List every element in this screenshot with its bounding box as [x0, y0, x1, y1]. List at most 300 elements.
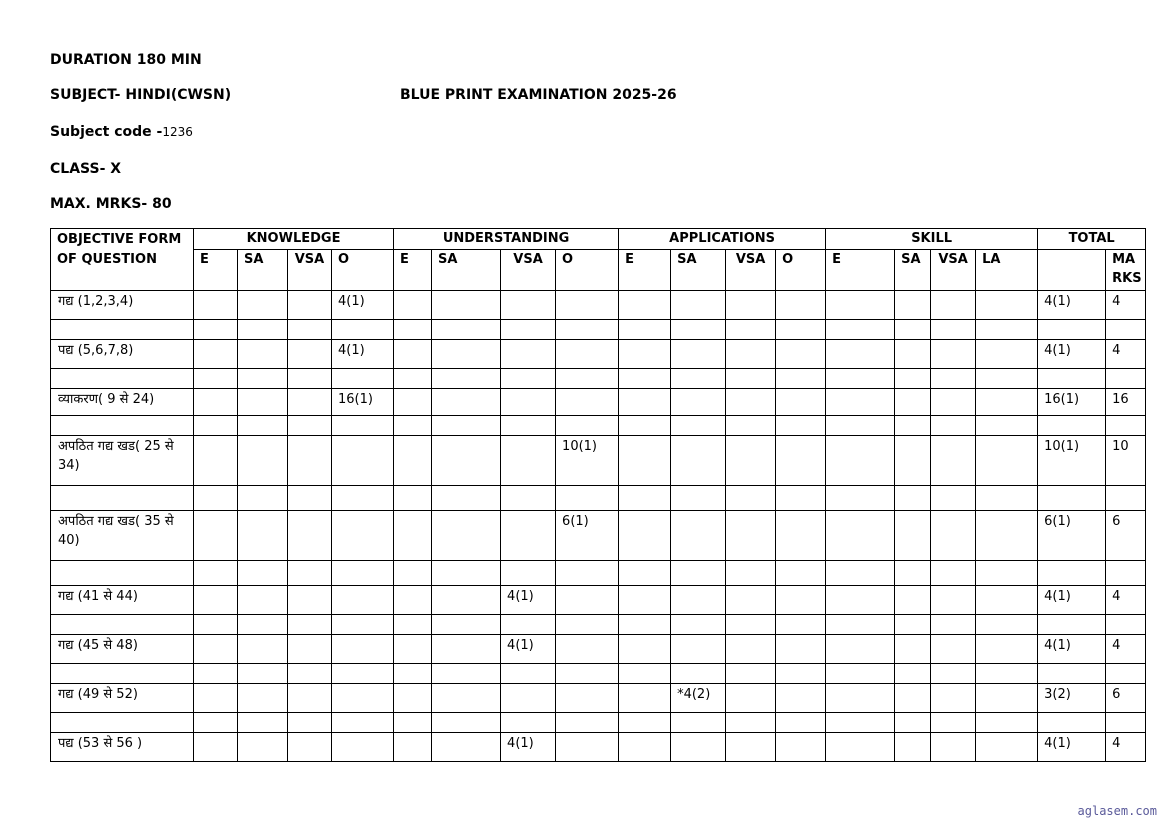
table-cell	[776, 416, 826, 436]
table-cell	[1038, 416, 1106, 436]
table-cell	[501, 416, 556, 436]
table-cell	[501, 561, 556, 586]
table-cell	[194, 340, 238, 369]
table-cell	[976, 615, 1038, 635]
table-row	[51, 436, 1146, 486]
table-cell	[726, 635, 776, 664]
table-cell	[288, 389, 332, 416]
subheader: E	[826, 250, 895, 291]
table-cell	[556, 320, 619, 340]
table-cell	[776, 713, 826, 733]
question-label	[51, 713, 194, 733]
table-cell	[194, 320, 238, 340]
table-cell: 10(1)	[1038, 436, 1106, 486]
table-cell	[826, 389, 895, 416]
table-cell	[501, 615, 556, 635]
table-cell	[1038, 320, 1106, 340]
table-cell	[394, 340, 432, 369]
table-cell	[432, 511, 501, 561]
table-cell	[619, 369, 671, 389]
table-cell	[394, 486, 432, 511]
table-cell	[238, 561, 288, 586]
table-cell	[895, 486, 931, 511]
table-cell	[556, 291, 619, 320]
table-cell	[671, 635, 726, 664]
table-cell	[931, 291, 976, 320]
question-label: पद्य (5,6,7,8)	[51, 340, 194, 369]
table-cell	[332, 586, 394, 615]
table-cell	[671, 436, 726, 486]
table-cell	[288, 664, 332, 684]
group-skill: SKILL	[826, 229, 1038, 250]
table-cell	[776, 635, 826, 664]
table-cell	[394, 369, 432, 389]
table-cell	[976, 436, 1038, 486]
question-label	[51, 369, 194, 389]
table-cell	[619, 389, 671, 416]
exam-title: BLUE PRINT EXAMINATION 2025-26	[400, 87, 677, 103]
table-cell	[1038, 615, 1106, 635]
table-cell	[671, 511, 726, 561]
table-cell	[288, 486, 332, 511]
table-cell	[501, 389, 556, 416]
table-cell	[826, 369, 895, 389]
table-cell	[976, 416, 1038, 436]
table-cell	[776, 369, 826, 389]
table-cell	[194, 664, 238, 684]
table-cell	[288, 436, 332, 486]
table-cell	[895, 664, 931, 684]
table-cell	[194, 369, 238, 389]
table-cell	[238, 511, 288, 561]
table-cell	[1106, 486, 1146, 511]
table-cell	[776, 561, 826, 586]
table-cell	[895, 389, 931, 416]
table-cell	[394, 733, 432, 762]
table-cell	[931, 586, 976, 615]
table-cell	[1106, 416, 1146, 436]
table-cell	[776, 436, 826, 486]
table-cell	[776, 389, 826, 416]
subheader: VSA	[501, 250, 556, 291]
table-cell	[288, 733, 332, 762]
table-cell	[394, 684, 432, 713]
table-cell	[726, 684, 776, 713]
table-cell	[238, 615, 288, 635]
table-cell	[1038, 561, 1106, 586]
table-cell: 16(1)	[332, 389, 394, 416]
table-cell	[194, 416, 238, 436]
table-cell	[194, 291, 238, 320]
table-cell	[238, 586, 288, 615]
table-cell	[332, 615, 394, 635]
table-cell	[895, 416, 931, 436]
group-total: TOTAL	[1038, 229, 1146, 250]
table-cell	[826, 486, 895, 511]
table-cell: 4(1)	[332, 340, 394, 369]
table-cell	[194, 486, 238, 511]
table-cell	[826, 416, 895, 436]
question-label: गद्य (49 से 52)	[51, 684, 194, 713]
question-label: गद्य (41 से 44)	[51, 586, 194, 615]
table-cell: 4	[1106, 340, 1146, 369]
table-cell: 4(1)	[1038, 340, 1106, 369]
table-cell	[931, 416, 976, 436]
table-cell	[238, 733, 288, 762]
table-cell	[776, 340, 826, 369]
table-cell	[976, 561, 1038, 586]
table-cell	[1038, 486, 1106, 511]
table-row	[51, 369, 1146, 389]
table-cell	[1106, 664, 1146, 684]
question-label: गद्य (1,2,3,4)	[51, 291, 194, 320]
table-cell	[194, 389, 238, 416]
question-label	[51, 561, 194, 586]
table-cell	[931, 713, 976, 733]
duration: DURATION 180 MIN	[50, 52, 202, 68]
table-cell	[726, 320, 776, 340]
table-cell: 4	[1106, 635, 1146, 664]
table-cell	[895, 436, 931, 486]
table-cell	[619, 586, 671, 615]
table-cell	[394, 586, 432, 615]
table-cell	[619, 511, 671, 561]
table-cell	[619, 684, 671, 713]
max-marks: MAX. MRKS- 80	[50, 196, 172, 212]
table-cell	[826, 733, 895, 762]
table-cell	[432, 586, 501, 615]
table-cell	[976, 340, 1038, 369]
table-cell	[976, 291, 1038, 320]
table-cell	[826, 615, 895, 635]
table-cell	[726, 511, 776, 561]
table-cell	[1038, 664, 1106, 684]
table-cell: 4(1)	[501, 586, 556, 615]
table-cell	[288, 369, 332, 389]
table-cell	[238, 635, 288, 664]
table-cell	[931, 733, 976, 762]
table-cell	[288, 416, 332, 436]
table-cell: 4(1)	[332, 291, 394, 320]
table-cell	[976, 664, 1038, 684]
table-cell	[501, 320, 556, 340]
table-cell	[895, 733, 931, 762]
subheader: VSA	[931, 250, 976, 291]
subject-code-value: 1236	[162, 125, 193, 139]
table-cell: 10(1)	[556, 436, 619, 486]
table-cell	[826, 561, 895, 586]
subject-code	[50, 124, 193, 140]
subject-code-label: Subject code -	[50, 124, 163, 140]
subheader	[1038, 250, 1106, 291]
table-cell	[671, 586, 726, 615]
table-cell	[194, 713, 238, 733]
table-cell	[895, 340, 931, 369]
table-cell	[432, 664, 501, 684]
table-cell	[976, 486, 1038, 511]
table-cell	[556, 684, 619, 713]
table-cell	[1038, 369, 1106, 389]
table-cell	[394, 713, 432, 733]
table-cell	[726, 436, 776, 486]
subheader: O	[556, 250, 619, 291]
table-cell	[238, 291, 288, 320]
table-cell	[671, 389, 726, 416]
group-applications: APPLICATIONS	[619, 229, 826, 250]
table-cell	[776, 291, 826, 320]
table-cell	[394, 436, 432, 486]
table-cell	[194, 684, 238, 713]
table-cell	[976, 713, 1038, 733]
table-cell	[976, 369, 1038, 389]
table-cell	[976, 684, 1038, 713]
table-cell	[895, 635, 931, 664]
table-cell	[501, 291, 556, 320]
table-cell	[432, 684, 501, 713]
question-label: अपठित गद्य खड( 35 से 40)	[51, 511, 194, 561]
table-cell	[332, 664, 394, 684]
table-cell	[826, 340, 895, 369]
table-row	[51, 416, 1146, 436]
table-cell	[1106, 320, 1146, 340]
table-cell	[432, 320, 501, 340]
table-cell	[238, 320, 288, 340]
table-cell	[895, 511, 931, 561]
table-cell	[726, 586, 776, 615]
question-label: व्याकरण( 9 से 24)	[51, 389, 194, 416]
table-cell	[288, 320, 332, 340]
table-cell	[332, 416, 394, 436]
table-cell	[826, 664, 895, 684]
subheader: LA	[976, 250, 1038, 291]
table-cell	[726, 486, 776, 511]
table-cell	[776, 733, 826, 762]
table-cell	[394, 416, 432, 436]
table-cell: 6	[1106, 511, 1146, 561]
table-cell	[394, 291, 432, 320]
class: CLASS- X	[50, 161, 122, 177]
table-cell	[671, 369, 726, 389]
subheader: SA	[238, 250, 288, 291]
table-cell	[556, 733, 619, 762]
table-cell	[726, 340, 776, 369]
table-cell	[432, 615, 501, 635]
subheader: MA RKS	[1106, 250, 1146, 291]
table-cell	[976, 733, 1038, 762]
table-cell: 10	[1106, 436, 1146, 486]
table-cell	[332, 511, 394, 561]
table-cell	[1038, 713, 1106, 733]
table-cell: 16(1)	[1038, 389, 1106, 416]
table-cell	[671, 615, 726, 635]
table-cell: 6	[1106, 684, 1146, 713]
table-cell	[895, 713, 931, 733]
table-row	[51, 389, 1146, 416]
table-cell	[288, 340, 332, 369]
table-cell	[432, 340, 501, 369]
table-cell	[776, 684, 826, 713]
subheader: SA	[671, 250, 726, 291]
question-label: अपठित गद्य खड( 25 से 34)	[51, 436, 194, 486]
subheader: VSA	[726, 250, 776, 291]
table-cell	[619, 436, 671, 486]
table-cell	[619, 664, 671, 684]
table-cell	[556, 713, 619, 733]
table-cell	[726, 389, 776, 416]
table-cell: 4(1)	[1038, 291, 1106, 320]
table-cell	[194, 733, 238, 762]
table-cell	[895, 684, 931, 713]
subheader: SA	[432, 250, 501, 291]
table-cell	[501, 340, 556, 369]
table-cell: 16	[1106, 389, 1146, 416]
table-cell	[288, 586, 332, 615]
subheader: E	[619, 250, 671, 291]
table-cell: 4	[1106, 291, 1146, 320]
question-label	[51, 615, 194, 635]
table-cell	[826, 684, 895, 713]
table-cell	[726, 291, 776, 320]
subheader: SA	[895, 250, 931, 291]
table-cell	[556, 486, 619, 511]
table-cell	[432, 561, 501, 586]
table-cell	[931, 369, 976, 389]
table-cell	[931, 389, 976, 416]
table-cell: 4	[1106, 586, 1146, 615]
table-row	[51, 664, 1146, 684]
table-row	[51, 511, 1146, 561]
table-cell: 4(1)	[1038, 586, 1106, 615]
question-label	[51, 664, 194, 684]
table-row	[51, 586, 1146, 615]
subheader: E	[394, 250, 432, 291]
table-cell	[619, 561, 671, 586]
question-label	[51, 320, 194, 340]
table-cell	[394, 664, 432, 684]
table-cell	[931, 664, 976, 684]
table-cell	[432, 733, 501, 762]
table-cell	[238, 389, 288, 416]
table-cell	[776, 320, 826, 340]
table-cell: 3(2)	[1038, 684, 1106, 713]
table-cell	[1106, 615, 1146, 635]
table-row	[51, 486, 1146, 511]
table-cell	[619, 713, 671, 733]
table-cell	[238, 713, 288, 733]
table-cell	[619, 486, 671, 511]
table-cell	[826, 436, 895, 486]
question-label: गद्य (45 से 48)	[51, 635, 194, 664]
table-cell	[432, 416, 501, 436]
table-cell	[194, 561, 238, 586]
table-cell	[726, 733, 776, 762]
table-cell	[394, 511, 432, 561]
table-cell	[931, 511, 976, 561]
table-cell	[332, 436, 394, 486]
table-cell	[976, 511, 1038, 561]
table-cell	[826, 586, 895, 615]
table-cell	[826, 320, 895, 340]
table-cell	[726, 416, 776, 436]
table-cell	[288, 713, 332, 733]
table-cell	[288, 291, 332, 320]
table-cell	[501, 511, 556, 561]
table-cell	[194, 635, 238, 664]
subheader: VSA	[288, 250, 332, 291]
table-cell	[826, 713, 895, 733]
table-cell	[394, 615, 432, 635]
table-cell	[556, 586, 619, 615]
table-cell	[776, 511, 826, 561]
question-label	[51, 486, 194, 511]
table-cell	[501, 486, 556, 511]
table-cell: 6(1)	[1038, 511, 1106, 561]
table-cell	[671, 664, 726, 684]
subheader: O	[332, 250, 394, 291]
watermark: aglasem.com	[1077, 804, 1157, 818]
table-cell	[288, 615, 332, 635]
table-cell	[671, 486, 726, 511]
table-cell	[776, 586, 826, 615]
table-cell: 4	[1106, 733, 1146, 762]
table-cell	[432, 389, 501, 416]
table-cell	[619, 635, 671, 664]
table-cell	[332, 713, 394, 733]
table-cell	[332, 684, 394, 713]
table-cell	[826, 291, 895, 320]
table-cell	[238, 416, 288, 436]
table-cell	[726, 561, 776, 586]
table-cell	[895, 291, 931, 320]
table-cell	[619, 291, 671, 320]
table-cell	[394, 320, 432, 340]
table-cell	[931, 615, 976, 635]
table-cell: 4(1)	[1038, 635, 1106, 664]
table-cell	[432, 291, 501, 320]
subject: SUBJECT- HINDI(CWSN)	[50, 87, 232, 103]
table-cell	[238, 436, 288, 486]
table-cell	[556, 416, 619, 436]
table-cell	[1106, 369, 1146, 389]
table-cell	[776, 664, 826, 684]
table-cell	[194, 615, 238, 635]
table-cell	[726, 369, 776, 389]
objective-form-header: OBJECTIVE FORM OF QUESTION	[51, 229, 194, 291]
table-cell	[194, 511, 238, 561]
table-cell	[619, 615, 671, 635]
table-cell	[501, 369, 556, 389]
table-cell: 4(1)	[501, 635, 556, 664]
table-cell: 4(1)	[501, 733, 556, 762]
table-cell	[332, 320, 394, 340]
table-cell	[826, 511, 895, 561]
table-cell	[671, 416, 726, 436]
table-cell	[501, 436, 556, 486]
table-cell	[432, 713, 501, 733]
table-row	[51, 561, 1146, 586]
table-cell	[895, 561, 931, 586]
table-cell	[556, 635, 619, 664]
table-cell	[726, 713, 776, 733]
table-cell	[976, 320, 1038, 340]
table-cell	[976, 586, 1038, 615]
table-cell	[288, 561, 332, 586]
table-cell	[238, 340, 288, 369]
table-cell	[776, 615, 826, 635]
table-cell	[501, 713, 556, 733]
table-cell	[556, 615, 619, 635]
question-label	[51, 416, 194, 436]
